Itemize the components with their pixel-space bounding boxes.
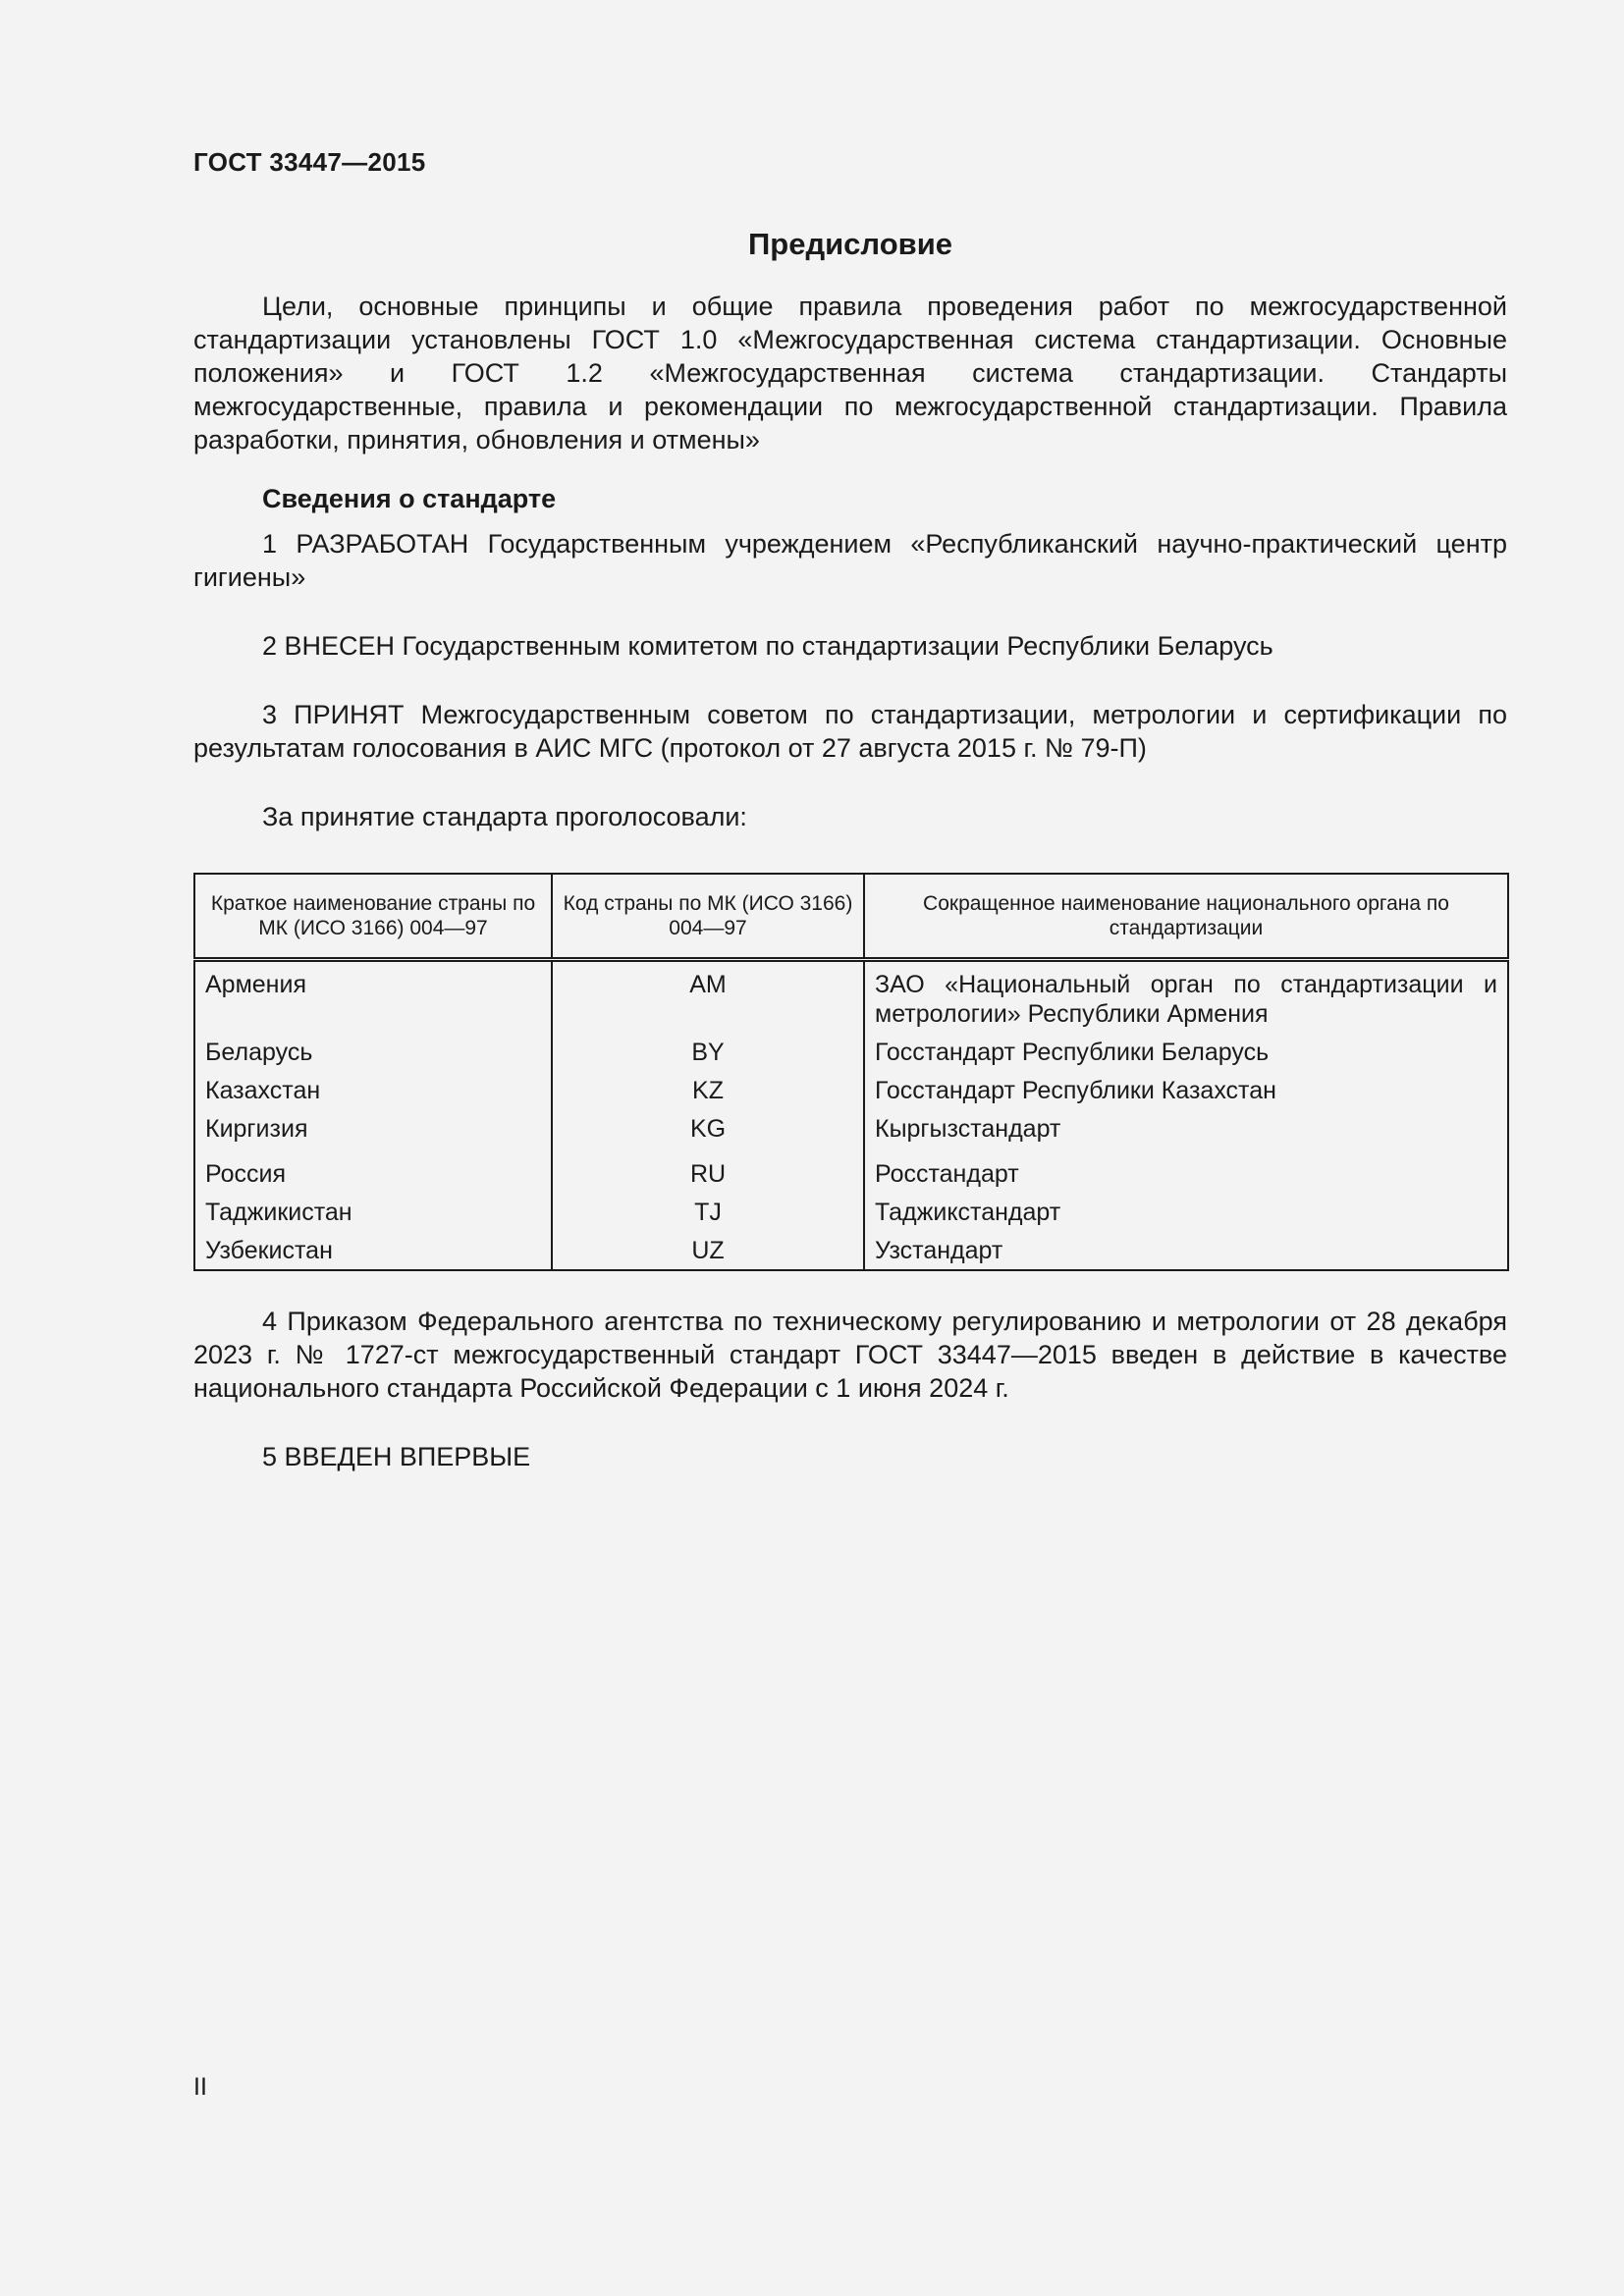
country-name-cell: Беларусь xyxy=(194,1033,552,1071)
item-first-time: 5 ВВЕДЕН ВПЕРВЫЕ xyxy=(262,1442,531,1471)
country-name-cell: Таджикистан xyxy=(194,1193,552,1231)
national-body-cell: Госстандарт Республики Беларусь xyxy=(864,1033,1508,1071)
national-body-cell: Росстандарт xyxy=(864,1148,1508,1193)
country-code-cell: TJ xyxy=(552,1193,864,1231)
page-number: II xyxy=(193,2073,207,2101)
national-body-cell: Таджикстандарт xyxy=(864,1193,1508,1231)
item-developed: 1 РАЗРАБОТАН Государственным учреждением «Республиканский научно-практический центр гигиены» xyxy=(193,529,1507,592)
table-row xyxy=(194,1148,1508,1193)
country-code-cell: AM xyxy=(552,960,864,1034)
table-header-row xyxy=(194,874,1508,960)
intro-paragraph: Цели, основные принципы и общие правила проведения работ по межгосударственной стандартизации установлены ГОСТ 1.0 «Межгосударственная система стандартизации. Основные положения» и ГОСТ 1.2 «Межгосударственная система стандартизации. Стандарты межгосударственные, правила и рекомендации по межгосударственной стандартизации. Правила разработки, принятия, обновления и отмены» xyxy=(193,292,1507,454)
country-code-cell: BY xyxy=(552,1033,864,1071)
national-body-cell: Госстандарт Республики Казахстан xyxy=(864,1071,1508,1109)
header-country-code: Код страны по МК (ИСО 3166) 004—97 xyxy=(552,874,864,960)
country-name-cell: Киргизия xyxy=(194,1109,552,1148)
voting-countries-table xyxy=(193,873,1509,1271)
header-country-name: Краткое наименование страны по МК (ИСО 3166) 004—97 xyxy=(194,874,552,960)
page-content xyxy=(193,221,1507,1509)
table-row xyxy=(194,1193,1508,1231)
country-code-cell: UZ xyxy=(552,1231,864,1270)
table-row xyxy=(194,1109,1508,1148)
country-code-cell: KZ xyxy=(552,1071,864,1109)
national-body-cell: Узстандарт xyxy=(864,1231,1508,1270)
item-enacted: 4 Приказом Федерального агентства по техническому регулированию и метрологии от 28 декабря 2023 г. № 1727-ст межгосударственный стандарт ГОСТ 33447—2015 введен в действие в качестве национального стандарта Российской Федерации с 1 июня 2024 г. xyxy=(193,1307,1507,1403)
item-voted-intro: За принятие стандарта проголосовали: xyxy=(262,802,747,831)
country-name-cell: Узбекистан xyxy=(194,1231,552,1270)
table-row xyxy=(194,1231,1508,1270)
page-title: Предисловие xyxy=(747,227,952,261)
document-number-header: ГОСТ 33447—2015 xyxy=(193,147,426,177)
table-row xyxy=(194,1071,1508,1109)
section-heading: Сведения о стандарте xyxy=(262,484,557,513)
table-row xyxy=(194,1033,1508,1071)
country-name-cell: Россия xyxy=(194,1148,552,1193)
header-national-body: Сокращенное наименование национального органа по стандартизации xyxy=(864,874,1508,960)
national-body-cell: ЗАО «Национальный орган по стандартизации и метрологии» Республики Армения xyxy=(864,960,1508,1034)
item-introduced: 2 ВНЕСЕН Государственным комитетом по стандартизации Республики Беларусь xyxy=(262,631,1273,661)
country-code-cell: KG xyxy=(552,1109,864,1148)
table-row xyxy=(194,960,1508,1034)
item-adopted: 3 ПРИНЯТ Межгосударственным советом по стандартизации, метрологии и сертификации по результатам голосования в АИС МГС (протокол от 27 августа 2015 г. № 79-П) xyxy=(193,700,1507,763)
country-name-cell: Казахстан xyxy=(194,1071,552,1109)
country-code-cell: RU xyxy=(552,1148,864,1193)
national-body-cell: Кыргызстандарт xyxy=(864,1109,1508,1148)
country-name-cell: Армения xyxy=(194,960,552,1034)
